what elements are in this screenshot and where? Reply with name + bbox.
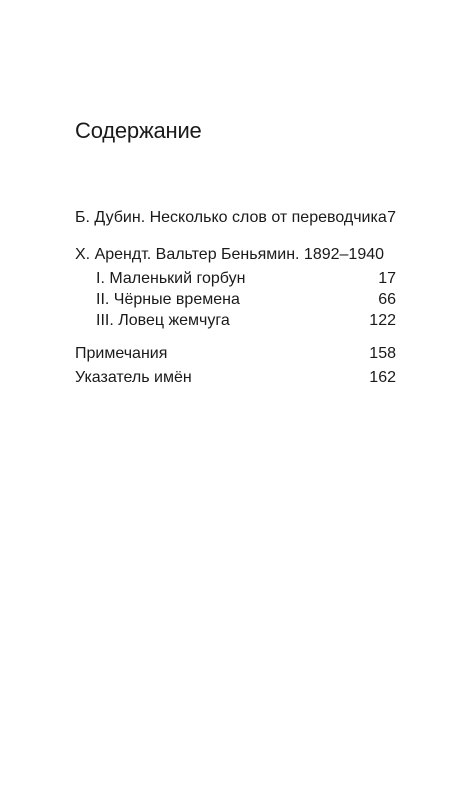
toc-entry-label: Примечания	[75, 345, 168, 362]
toc-entry-page: 7	[387, 209, 396, 226]
toc-entry-page: 162	[369, 369, 396, 386]
toc-entry-label: Х. Арендт. Вальтер Беньямин. 1892–1940	[75, 246, 385, 263]
toc-entry-page: 66	[378, 291, 396, 308]
toc-entry-notes	[75, 343, 396, 365]
toc-entry-translator-note	[75, 207, 396, 229]
toc-entry-name-index	[75, 367, 396, 389]
toc-entry-page: 17	[378, 270, 396, 287]
toc-entry-label: Б. Дубин. Несколько слов от переводчика	[75, 209, 387, 226]
toc-entry-label: I. Маленький горбун	[96, 270, 246, 287]
toc-entry-label: III. Ловец жемчуга	[96, 312, 230, 329]
toc-entry-label: II. Чёрные времена	[96, 291, 240, 308]
toc-title: Содержание	[75, 118, 202, 143]
toc-entry-chapter-2	[96, 289, 396, 311]
toc-entry-chapter-1	[96, 268, 396, 290]
toc-entry-page: 122	[369, 312, 396, 329]
toc-entry-page: 158	[369, 345, 396, 362]
toc-entry-chapter-3	[96, 310, 396, 332]
toc-entry-label: Указатель имён	[75, 369, 192, 386]
toc-entry-arendt-essay	[75, 244, 396, 266]
